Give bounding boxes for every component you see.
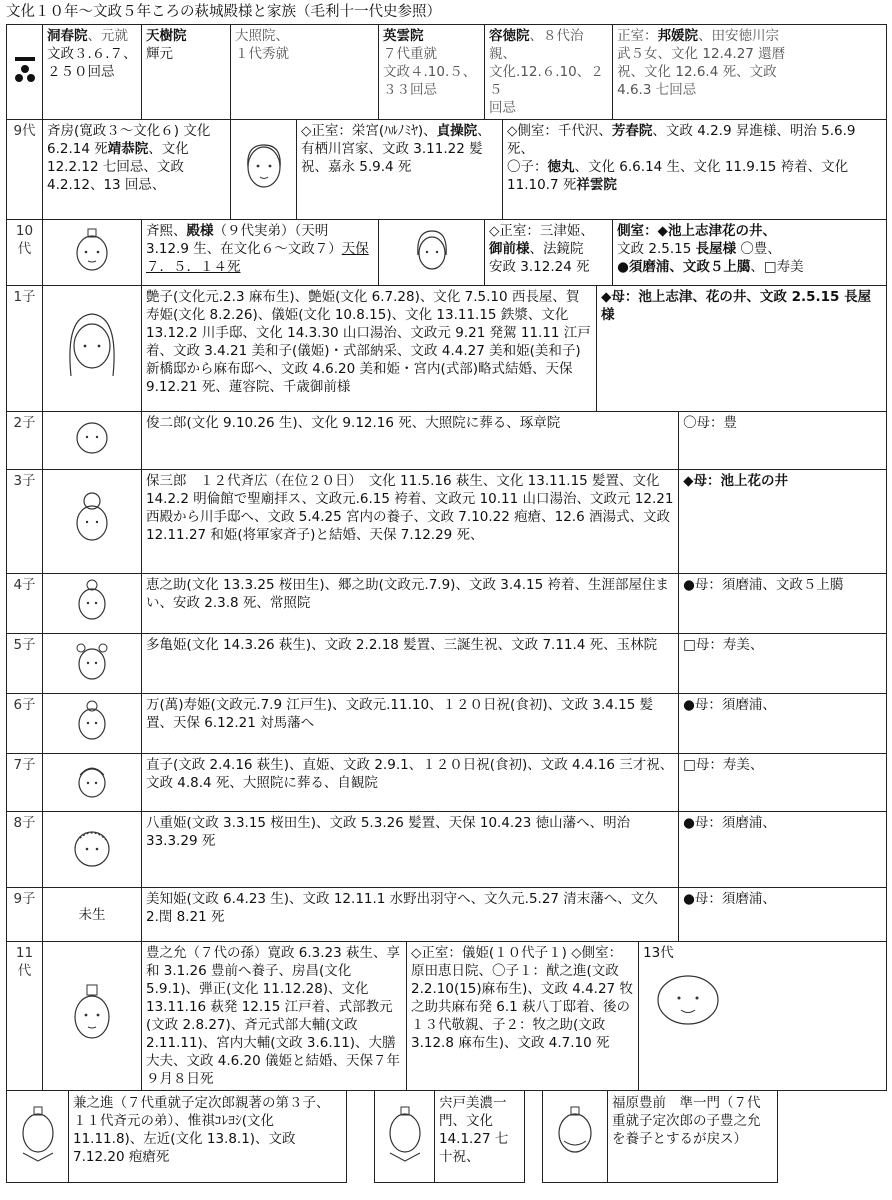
ancestor-5: 容徳院、８代治親、 文化.12.６.10、２５ 回忌 (485, 25, 613, 120)
child-5-text: 多亀姫(文化 14.3.26 萩生)、文政 2.2.18 髪置、三誕生祝、文政 7.11.4 死、玉林院 (142, 634, 679, 694)
gen11-wife: ◇正室：儀姫(１０代子１) ◇側室：原田恵日院、〇子１：猷之進(文政 2.2.10(15)麻布生)、文政 4.4.27 牧之助共麻布発 6.1 萩八丁邸着、後の１３代敬親、子２：牧之助(文政 3.12.8 麻布生)、文政 4.7.10 死 (407, 942, 639, 1091)
child-4-mother: ●母：須磨浦、文政５上臈 (679, 574, 887, 634)
child-5-mother: □母：寿美、 (679, 634, 887, 694)
relative-1-text: 兼之進（７代重就子定次郎親著の第３子、１１代斉元の弟）、惟祺ｺﾚﾖｼ(文化 11.11.8)、左近(文化 13.8.1)、文政 7.12.20 疱瘡死 (69, 1091, 347, 1183)
child-5-portrait (43, 634, 142, 694)
lord-face-icon (65, 979, 119, 1049)
mon-crest-icon (12, 55, 38, 85)
ancestor-1: 洞春院、元就 文政３.６.７、 ２５０回忌 (43, 25, 142, 120)
ancestor-4: 英雲院 ７代重就 文政４.10.５、 ３３回忌 (379, 25, 485, 120)
child-1-label: 1子 (7, 286, 43, 412)
samurai-face-icon (382, 1103, 428, 1165)
child-face-icon (66, 487, 118, 551)
child-4-row (7, 574, 887, 634)
baby-face-icon (643, 962, 733, 1032)
child-face-icon (70, 576, 114, 626)
child-3-text: 保三郎 １２代斉広（在位２０日） 文化 11.5.16 萩生、文化 13.11.15 髪置、文化 14.2.2 明倫館で聖廟拝ス、文政元.6.15 袴着、文政元 10.11 山口湯治、文政元 12.21 西殿から川手邸へ、文政 5.4.25 宮内の養子、文政 7.10.22 疱瘡、12.6 酒湯式、文政 12.11.27 和姫(将軍家斉子)と結婚、天保 7.12.29 死、 (142, 470, 679, 574)
princess-face-icon (57, 306, 127, 386)
gen10-portrait (43, 220, 142, 286)
gen9-lord: 斉房(寛政３～文化６) 文化 6.2.14 死靖恭院、文化 12.2.12 七回忌、文政 4.2.12、13 回忌、 (43, 120, 231, 220)
relatives-table (6, 1090, 887, 1183)
relative-2-portrait (375, 1091, 435, 1183)
child-3-row (7, 470, 887, 574)
child-1-row (7, 286, 887, 412)
child-4-portrait (43, 574, 142, 634)
gen10-wife-portrait (379, 220, 485, 286)
child-8-portrait (43, 812, 142, 888)
gen9-portrait (231, 120, 297, 220)
gen10-label: 10代 (7, 220, 43, 286)
gen11-row (7, 942, 887, 1091)
samurai-face-icon (15, 1103, 61, 1165)
child-2-portrait (43, 412, 142, 470)
gen10-lord: 斉熙、殿様（９代実弟）（天明 3.12.9 生、在文化６～文政７）天保７．５．１４死 (142, 220, 379, 286)
child-1-text: 艶子(文化元.2.3 麻布生)、艶姫(文化 6.7.28)、文化 7.5.10 西長屋、賀寿姫(文化 8.2.26)、儀姫(文化 10.8.15)、文化 13.11.15 鉄漿、文化 13.12.2 川手邸、文化 14.3.30 山口湯治、文政元 9.21 発駕 11.11 江戸着、文政 3.4.21 美和子(儀姫)・式部納采、文政 4.4.27 美和姫(美和子)新橋邸から麻布邸へ、文政 4.6.20 美和姫・宮内(式部)略式結婚、天保 9.12.21 死、蓮容院、千歳御前様 (142, 286, 597, 412)
gen9-concubine: ◇側室：千代沢、芳春院、文政 4.2.9 昇進様、明治 5.6.9 死、 〇子：徳丸、文化 6.6.14 生、文化 11.9.15 袴着、文化 11.10.7 死祥雲院 (503, 120, 887, 220)
ancestor-6: 正室：邦媛院、田安徳川宗 武５女、文化 12.4.27 還暦 祝、文化 12.6.4 死、文政 4.6.3 七回忌 (613, 25, 887, 120)
child-6-row (7, 694, 887, 754)
child-6-text: 万(萬)寿姫(文政元.7.9 江戸生)、文政元.11.10、１２０日祝(食初)、文政 3.4.15 髪置、天保 6.12.21 対馬藩へ (142, 694, 679, 754)
ancestor-3: 大照院、 １代秀就 (231, 25, 379, 120)
samurai-face-icon (550, 1103, 600, 1165)
child-3-label: 3子 (7, 470, 43, 574)
ancestor-2: 天樹院 輝元 (142, 25, 231, 120)
child-4-text: 恵之助(文化 13.3.25 桜田生)、郷之助(文政元.7.9)、文政 3.4.15 袴着、生涯部屋住まい、安政 2.3.8 死、常照院 (142, 574, 679, 634)
baby-face-icon (70, 416, 114, 460)
girl-face-icon (70, 636, 114, 686)
gen9-label: 9代 (7, 120, 43, 220)
gen9-wife: ◇正室：栄宮(ﾊﾙﾉﾐﾔ)、貞操院、有栖川宮家、文政 3.11.22 髪祝、嘉永 5.9.4 死 (297, 120, 503, 220)
child-2-label: 2子 (7, 412, 43, 470)
child-2-mother: 〇母：豊 (679, 412, 887, 470)
child-9-unborn: 未生 (43, 888, 142, 942)
child-face-icon (70, 757, 114, 803)
gen11-portrait (43, 942, 142, 1091)
child-2-text: 俊二郎(文化 9.10.26 生)、文化 9.12.16 死、大照院に葬る、琢章院 (142, 412, 679, 470)
child-7-row (7, 754, 887, 812)
gen9-row (7, 120, 887, 220)
relative-3-text: 福原豊前 準一門（７代重就子定次郎の子豊之允を養子とするが戻ス） (608, 1091, 778, 1183)
child-8-mother: ●母：須磨浦、 (679, 812, 887, 888)
relative-2-text: 宍戸美濃一門、文化 14.1.27 七十祝、 (435, 1091, 525, 1183)
baby-face-icon (67, 819, 117, 875)
child-4-label: 4子 (7, 574, 43, 634)
child-7-label: 7子 (7, 754, 43, 812)
child-6-label: 6子 (7, 694, 43, 754)
child-8-row (7, 812, 887, 888)
child-5-row (7, 634, 887, 694)
gen11-label: 11代 (7, 942, 43, 1091)
gen10-row (7, 220, 887, 286)
child-face-icon (70, 696, 114, 746)
lord-face-icon (69, 225, 115, 275)
child-8-text: 八重姫(文政 3.3.15 桜田生)、文政 5.3.26 髪置、天保 10.4.23 徳山藩へ、明治 33.3.29 死 (142, 812, 679, 888)
header-row (7, 25, 887, 120)
lord-face-icon (238, 139, 290, 195)
child-3-mother: ◆母：池上花の井 (679, 470, 887, 574)
child-7-portrait (43, 754, 142, 812)
child-8-label: 8子 (7, 812, 43, 888)
gen13-cell (639, 942, 887, 1091)
child-6-portrait (43, 694, 142, 754)
gen10-concubine: 側室：◆池上志津花の井、 文政 2.5.15 長屋様 〇豊、 ●須磨浦、文政５上臈、□寿美 (613, 220, 887, 286)
gen11-lord: 豊之允（７代の孫）寛政 6.3.23 萩生、享和 3.1.26 豊前へ養子、房昌(文化 5.9.1)、弾正(文化 11.12.28)、文化 13.11.16 萩発 12.15 江戸着、式部教元(文政 2.8.27)、斉元式部大輔(文政 2.11.11)、宮内大輔(文政 3.6.11)、大膳大夫、文政 4.6.20 儀姫と結婚、天保７年９月８日死 (142, 942, 407, 1091)
child-3-portrait (43, 470, 142, 574)
relative-1-portrait (7, 1091, 69, 1183)
gen10-wife: ◇正室：三津姫、 御前様、法鏡院 安政 3.12.24 死 (485, 220, 613, 286)
child-5-label: 5子 (7, 634, 43, 694)
gen13-label: 13代 (643, 945, 674, 961)
child-9-row (7, 888, 887, 942)
child-9-text: 美知姫(文政 6.4.23 生)、文政 12.11.1 水野出羽守へ、文久元.5.27 清末藩へ、文久 2.閏 8.21 死 (142, 888, 679, 942)
child-2-row (7, 412, 887, 470)
child-1-mother: ◆母：池上志津、花の井、文政 2.5.15 長屋様 (597, 286, 887, 412)
family-table (6, 24, 887, 1091)
page-title: 文化１０年～文政５年ころの萩城殿様と家族（毛利十一代史参照） (6, 4, 441, 20)
child-7-mother: □母：寿美、 (679, 754, 887, 812)
child-9-mother: ●母：須磨浦、 (679, 888, 887, 942)
mon-crest (7, 25, 43, 120)
child-7-text: 直子(文政 2.4.16 萩生)、直姫、文政 2.9.1、１２０日祝(食初)、文政 4.4.16 三才祝、文政 4.8.4 死、大照院に葬る、自観院 (142, 754, 679, 812)
child-6-mother: ●母：須磨浦、 (679, 694, 887, 754)
child-9-label: 9子 (7, 888, 43, 942)
relative-3-portrait (543, 1091, 608, 1183)
child-1-portrait (43, 286, 142, 412)
wife-face-icon (410, 225, 454, 275)
